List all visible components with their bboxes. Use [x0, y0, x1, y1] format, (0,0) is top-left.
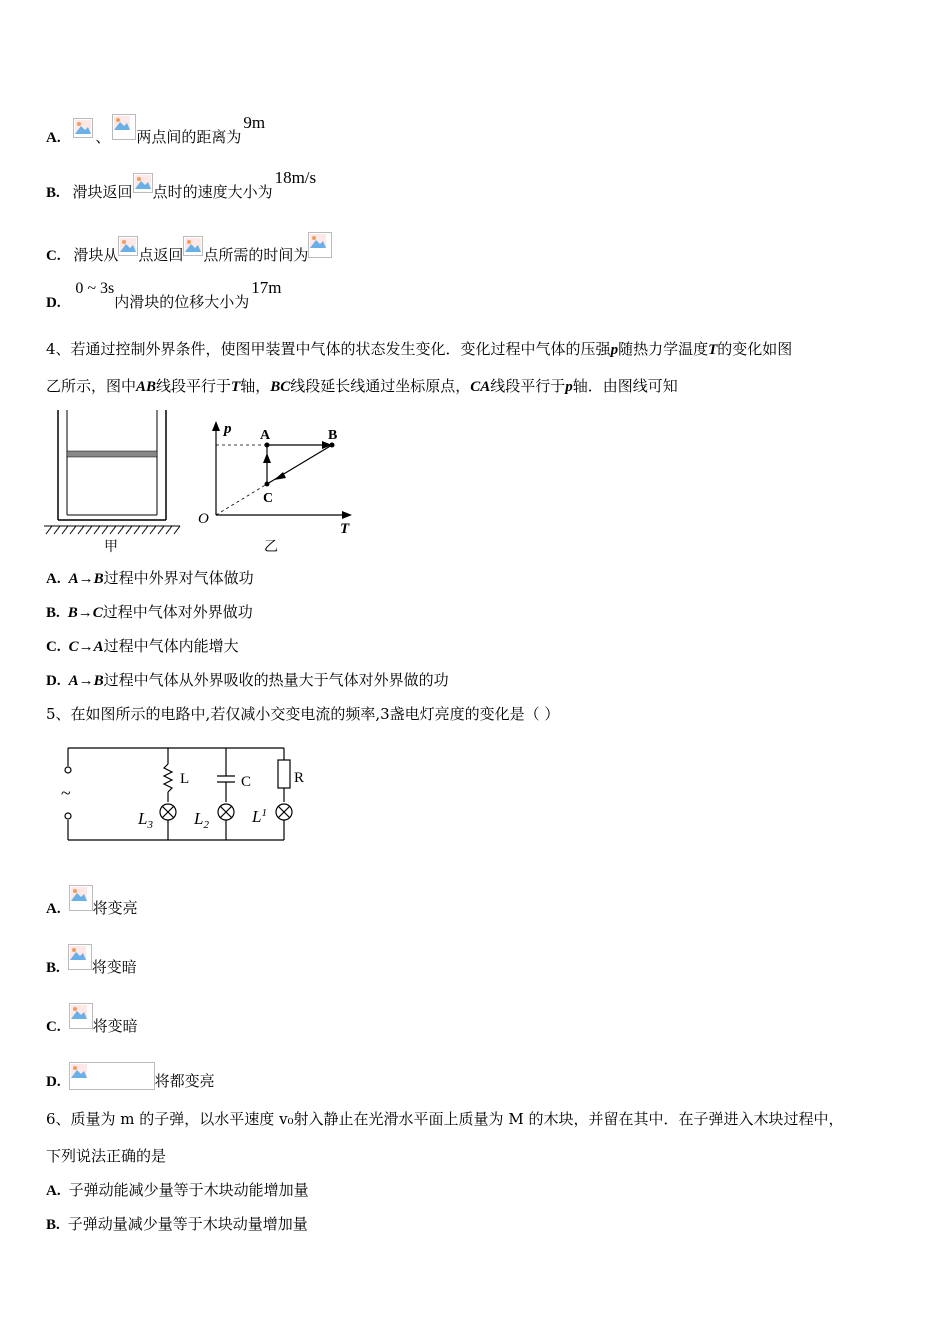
q4-stem-line2: 乙所示，图中AB线段平行于T轴，BC线段延长线通过坐标原点，CA线段平行于p轴．由图线可知 — [46, 377, 678, 395]
value: 18m/s — [274, 168, 317, 187]
broken-image-icon — [69, 1062, 155, 1090]
q5-option-b[interactable]: B. 将变暗 — [46, 944, 137, 978]
q6-option-a[interactable]: A. 子弹动能减少量等于木块动能增加量 — [46, 1181, 309, 1199]
q3-option-b[interactable]: B. 滑块返回 点时的速度大小为18m/s — [46, 168, 317, 201]
q4-option-a[interactable]: A. A→B过程中外界对气体做功 — [46, 569, 254, 587]
origin-o: O — [198, 511, 209, 527]
ac-source-symbol: ~ — [61, 783, 71, 803]
q5-option-c[interactable]: C. 将变暗 — [46, 1003, 138, 1037]
lamp-l2-label: $L_2$ — [194, 809, 209, 831]
broken-image-icon — [183, 236, 203, 256]
option-label: B. — [46, 185, 60, 201]
option-text: 两点间的距离为 — [136, 128, 242, 146]
q4-option-d[interactable]: D. A→B过程中气体从外界吸收的热量大于气体对外界做的功 — [46, 671, 449, 689]
broken-image-icon — [68, 944, 92, 970]
q6-stem-line1: 6、质量为 m 的子弹，以水平速度 v₀射入静止在光滑水平面上质量为 M 的木块，并留在其中．在子弹进入木块过程中， — [46, 1110, 844, 1128]
lamp-l1-label: $L^1$ — [252, 807, 267, 826]
broken-image-icon — [133, 173, 153, 193]
option-label: A. — [46, 130, 61, 146]
q4-stem-line1: 4、若通过控制外界条件，使图甲装置中气体的状态发生变化．变化过程中气体的压强p随热力学温度T的变化如图 — [46, 340, 793, 358]
q5-option-a[interactable]: A. 将变亮 — [46, 885, 138, 919]
option-label: D. — [46, 295, 61, 311]
cylinder-figure — [42, 405, 182, 555]
q4-option-c[interactable]: C. C→A过程中气体内能增大 — [46, 637, 239, 655]
q5-option-d[interactable]: D. 将都变亮 — [46, 1062, 215, 1092]
broken-image-icon — [69, 1003, 93, 1029]
option-label: C. — [46, 248, 61, 264]
point-a: A — [260, 428, 271, 443]
point-b: B — [328, 428, 338, 443]
broken-image-icon — [112, 114, 136, 140]
q5-stem: 5、在如图所示的电路中,若仅减小交变电流的频率,3盏电灯亮度的变化是（ ） — [46, 705, 560, 723]
figure-label-jia: 甲 — [104, 540, 118, 555]
lamp-l3-label: $L_3$ — [138, 809, 153, 831]
q3-option-d[interactable]: D. 0 ~ 3s内滑块的位移大小为17m — [46, 278, 282, 311]
q6-option-b[interactable]: B. 子弹动量减少量等于木块动量增加量 — [46, 1215, 308, 1233]
p-t-graph — [190, 415, 360, 555]
value: 17m — [251, 278, 282, 297]
q4-option-b[interactable]: B. B→C过程中气体对外界做功 — [46, 603, 253, 621]
axis-t: T — [340, 521, 350, 537]
ac-circuit-diagram — [56, 738, 316, 848]
inductor-label: L — [180, 771, 190, 787]
broken-image-icon — [69, 885, 93, 911]
capacitor-label: C — [241, 774, 252, 790]
figure-label-yi: 乙 — [264, 540, 278, 555]
time-range: 0 ~ 3s — [75, 280, 115, 297]
broken-image-icon — [118, 236, 138, 256]
broken-image-icon — [308, 232, 332, 258]
resistor-label: R — [294, 770, 305, 786]
point-c: C — [263, 491, 274, 506]
q6-stem-line2: 下列说法正确的是 — [46, 1147, 167, 1165]
broken-image-icon — [73, 118, 93, 138]
axis-p: p — [224, 421, 232, 437]
q3-option-c[interactable]: C. 滑块从 点返回 点所需的时间为 — [46, 232, 332, 266]
value: 9m — [243, 113, 266, 132]
q3-option-a[interactable]: A. 、 两点间的距离为9m — [46, 113, 266, 146]
